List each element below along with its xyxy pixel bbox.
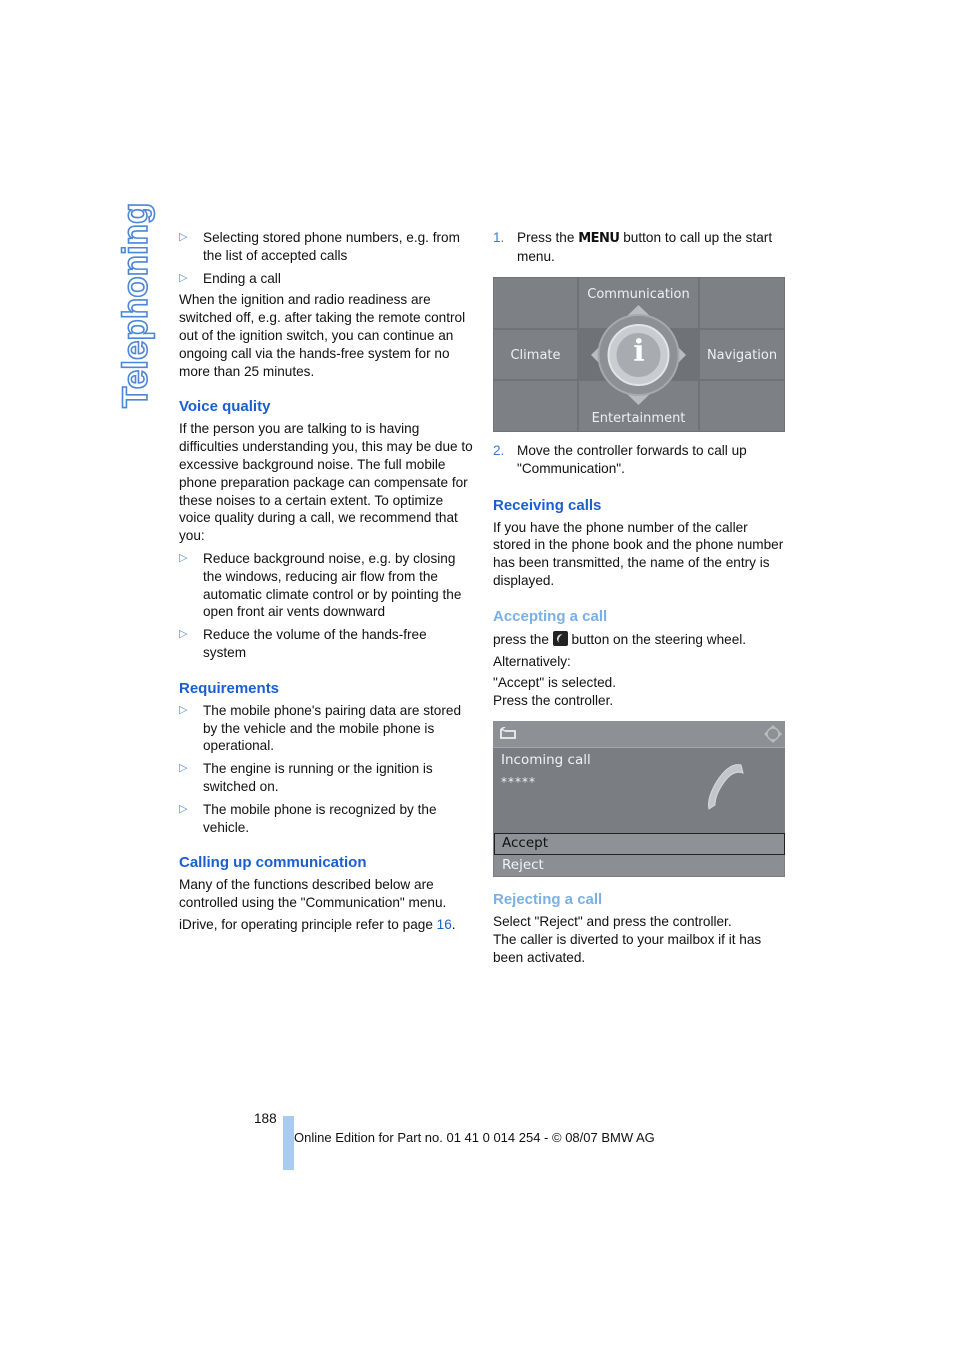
accepting-line-1: press the button on the steering wheel. bbox=[493, 631, 747, 647]
page-number: 188 bbox=[254, 1111, 277, 1126]
footer-edition: Online Edition for Part no. 01 41 0 014 254 - © 08/07 BMW AG bbox=[294, 1130, 655, 1145]
requirements-heading: Requirements bbox=[179, 679, 280, 697]
bullet-arrow-icon: ▷ bbox=[179, 703, 188, 716]
calling-up-paragraph: Many of the functions described below are controlled using the "Communication" menu. bbox=[179, 877, 447, 911]
menu-communication[interactable]: Communication bbox=[587, 287, 690, 302]
controller-direction-icon bbox=[763, 724, 783, 744]
reject-option[interactable]: Reject bbox=[494, 855, 784, 876]
rejecting-line-2: The caller is diverted to your mailbox if it has been activated. bbox=[493, 931, 762, 965]
side-title-text: Telephoning bbox=[116, 202, 155, 408]
accepting-line-4: Press the controller. bbox=[493, 693, 614, 709]
list-item: ▷ The mobile phone is recognized by the vehicle. bbox=[179, 801, 437, 835]
right-column-top bbox=[493, 229, 787, 266]
bullet-arrow-icon: ▷ bbox=[179, 628, 188, 641]
back-arrow-icon[interactable] bbox=[498, 727, 518, 741]
right-column-bottom bbox=[493, 891, 787, 966]
caller-number: ***** bbox=[501, 775, 536, 789]
side-chapter-title bbox=[112, 202, 156, 418]
menu-navigation[interactable]: Navigation bbox=[706, 348, 778, 363]
incoming-call-title: Incoming call bbox=[501, 752, 591, 768]
voice-quality-heading: Voice quality bbox=[179, 398, 271, 416]
bullet-arrow-icon: ▷ bbox=[179, 802, 188, 815]
bullet-arrow-icon: ▷ bbox=[179, 231, 188, 243]
receiving-calls-paragraph: If you have the phone number of the caller stored in the phone book and the phone number has been transmitted, the name of the entry is displayed. bbox=[493, 519, 784, 588]
phone-button-icon bbox=[553, 631, 568, 646]
list-item: ▷ The engine is running or the ignition is switched on. bbox=[179, 761, 433, 794]
rejecting-line-1: Select "Reject" and press the controller. bbox=[493, 914, 732, 929]
start-menu-screen bbox=[493, 277, 785, 432]
page-link[interactable]: 16 bbox=[436, 916, 452, 932]
menu-entertainment[interactable]: Entertainment bbox=[591, 411, 686, 426]
left-column bbox=[179, 229, 473, 934]
list-item: ▷ Reduce background noise, e.g. by closing the windows, reducing air flow from the automatic climate control or by pointing the open front air vents downward bbox=[179, 550, 462, 620]
list-item: ▷ Ending a call bbox=[179, 270, 281, 286]
list-item: ▷ Reduce the volume of the hands-free system bbox=[179, 627, 427, 660]
ignition-paragraph: When the ignition and radio readiness are switched off, e.g. after taking the remote control out of the ignition switch, you can continue an ongoing call via the hands-free system for no more than 25 minutes. bbox=[179, 292, 466, 379]
receiving-calls-heading: Receiving calls bbox=[493, 496, 602, 514]
step-2: 2. Move the controller forwards to call up "Communication". bbox=[493, 443, 747, 476]
accepting-line-3: "Accept" is selected. bbox=[493, 675, 616, 691]
phone-handset-icon bbox=[703, 761, 753, 813]
bullet-arrow-icon: ▷ bbox=[179, 271, 188, 284]
menu-button-icon: MENU bbox=[578, 231, 620, 246]
list-item: ▷ Selecting stored phone numbers, e.g. from the list of accepted calls bbox=[179, 230, 460, 263]
idrive-reference: iDrive, for operating principle refer to page 16. bbox=[179, 916, 456, 932]
info-icon: i bbox=[633, 334, 645, 369]
voice-quality-paragraph: If the person you are talking to is having difficulties understanding you, this may be due to excessive background noise. The full mobile phone preparation package can compensate for these noises to a certain extent. To optimize voice quality during a call, we recommend that you: bbox=[179, 421, 473, 544]
footer-accent-bar bbox=[283, 1116, 294, 1170]
rejecting-call-heading: Rejecting a call bbox=[493, 891, 603, 908]
step-1: 1. Press the MENU button to call up the start menu. bbox=[493, 230, 773, 264]
bullet-arrow-icon: ▷ bbox=[179, 551, 188, 564]
accepting-line-2: Alternatively: bbox=[493, 653, 571, 669]
right-column-middle bbox=[493, 442, 787, 710]
accept-option[interactable]: Accept bbox=[494, 833, 785, 855]
incoming-call-screen bbox=[493, 721, 785, 877]
menu-climate[interactable]: Climate bbox=[510, 348, 561, 363]
screen-header bbox=[493, 721, 785, 748]
bullet-arrow-icon: ▷ bbox=[179, 762, 188, 775]
accepting-call-heading: Accepting a call bbox=[493, 607, 608, 625]
calling-up-heading: Calling up communication bbox=[179, 854, 367, 872]
list-item: ▷ The mobile phone's pairing data are stored by the vehicle and the mobile phone is operational. bbox=[179, 702, 462, 754]
